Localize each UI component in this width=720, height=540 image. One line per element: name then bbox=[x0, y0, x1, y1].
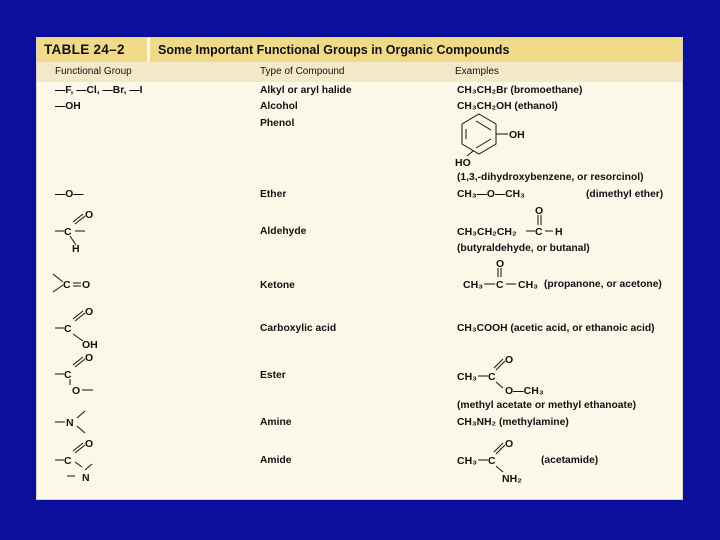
type-alcohol: Alcohol bbox=[260, 101, 298, 112]
table-title: Some Important Functional Groups in Organic Compounds bbox=[158, 43, 510, 57]
acetone-c-label: C bbox=[496, 279, 504, 291]
resorcinol-oh-label: OH bbox=[509, 129, 525, 141]
example-halide: CH₃CH₂Br (bromoethane) bbox=[457, 85, 583, 96]
example-ether-name: (dimethyl ether) bbox=[586, 189, 664, 200]
type-phenol: Phenol bbox=[260, 118, 295, 129]
butanal-chain-label: CH₃CH₂CH₂ bbox=[457, 226, 517, 238]
aldehyde-c-label: C bbox=[64, 226, 72, 238]
type-amine: Amine bbox=[260, 417, 292, 428]
type-ketone: Ketone bbox=[260, 280, 295, 291]
amide-n-label: N bbox=[82, 472, 90, 484]
type-ester: Ester bbox=[260, 370, 286, 381]
carboxylic-oh-label: OH bbox=[82, 339, 98, 351]
ester-c-label: C bbox=[64, 369, 72, 381]
type-amide: Amide bbox=[260, 455, 292, 466]
ketone-o-label: O bbox=[82, 279, 91, 291]
example-aldehyde-name: (butyraldehyde, or butanal) bbox=[457, 243, 590, 254]
amide-example-o-label: O bbox=[505, 438, 514, 450]
structure-drawings bbox=[37, 38, 683, 500]
amide-c-label: C bbox=[64, 455, 72, 467]
type-ether: Ether bbox=[260, 189, 287, 200]
resorcinol-ring bbox=[462, 114, 508, 156]
ketone-c-label: C bbox=[63, 279, 71, 291]
ester-o2-label: O bbox=[72, 385, 81, 397]
resorcinol-ho-label: HO bbox=[455, 157, 471, 169]
type-aldehyde: Aldehyde bbox=[260, 226, 307, 237]
halide-group: —F, —Cl, —Br, —I bbox=[55, 85, 143, 96]
carboxylic-c-label: C bbox=[64, 323, 72, 335]
column-header-functional-group: Functional Group bbox=[55, 66, 132, 77]
amide-example-nh2: NH₂ bbox=[502, 473, 522, 485]
example-carboxylic-acid: CH₃COOH (acetic acid, or ethanoic acid) bbox=[457, 323, 655, 334]
example-phenol-name: (1,3,-dihydroxybenzene, or resorcinol) bbox=[457, 172, 644, 183]
acetone-ch3-right: CH₃ bbox=[518, 279, 539, 291]
acetone-ch3-left: CH₃ bbox=[463, 279, 484, 291]
aldehyde-h-label: H bbox=[72, 243, 80, 255]
ester-example-o-label: O bbox=[505, 354, 514, 366]
amide-example-c-label: C bbox=[488, 455, 496, 467]
ester-example-ch3: CH₃ bbox=[457, 371, 478, 383]
table-number: TABLE 24–2 bbox=[44, 42, 125, 57]
example-ether-formula: CH₃—O—CH₃ bbox=[457, 189, 525, 200]
ester-example-och3: O—CH₃ bbox=[505, 385, 544, 397]
amide-o-label: O bbox=[85, 438, 94, 450]
type-halide: Alkyl or aryl halide bbox=[260, 85, 352, 96]
example-ketone-name: (propanone, or acetone) bbox=[544, 279, 662, 290]
amide-example-ch3: CH₃ bbox=[457, 455, 478, 467]
ether-group: —O— bbox=[55, 189, 84, 200]
butanal-c-label: C bbox=[535, 226, 543, 238]
column-header-type: Type of Compound bbox=[260, 66, 345, 77]
example-amide-name: (acetamide) bbox=[541, 455, 599, 466]
ester-example-c-label: C bbox=[488, 371, 496, 383]
amine-n-label: N bbox=[66, 417, 74, 429]
hydroxyl-group: —OH bbox=[55, 101, 81, 112]
example-amine: CH₃NH₂ (methylamine) bbox=[457, 417, 569, 428]
column-header-examples: Examples bbox=[455, 66, 499, 77]
butanal-o-label: O bbox=[535, 205, 544, 217]
type-carboxylic-acid: Carboxylic acid bbox=[260, 323, 337, 334]
table-panel bbox=[36, 37, 683, 500]
acetone-o-label: O bbox=[496, 258, 505, 270]
example-alcohol: CH₃CH₂OH (ethanol) bbox=[457, 101, 558, 112]
ester-o1-label: O bbox=[85, 352, 94, 364]
butanal-h-label: H bbox=[555, 226, 563, 238]
example-ester-name: (methyl acetate or methyl ethanoate) bbox=[457, 400, 637, 411]
aldehyde-o-label: O bbox=[85, 209, 94, 221]
carboxylic-o-label: O bbox=[85, 306, 94, 318]
